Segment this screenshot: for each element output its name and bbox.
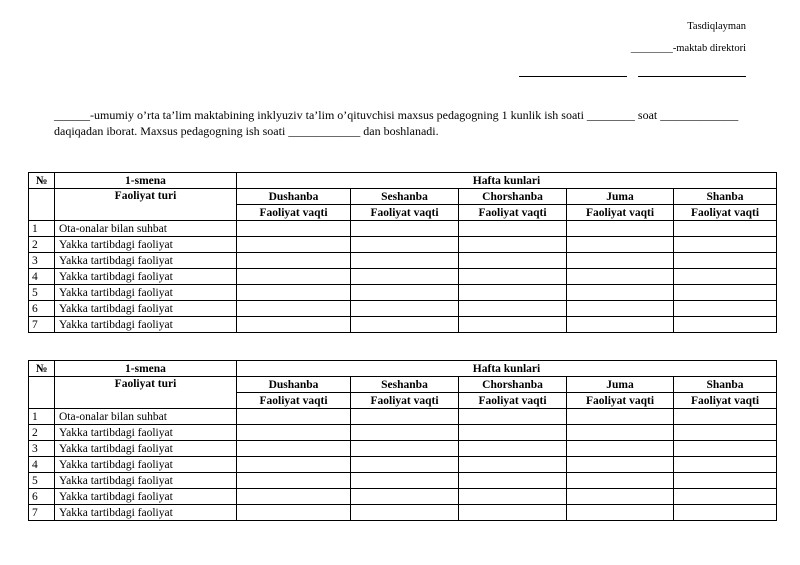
time-cell[interactable] <box>237 425 351 441</box>
time-cell[interactable] <box>351 505 459 521</box>
time-cell[interactable] <box>351 237 459 253</box>
schedule-table-1 <box>28 172 777 333</box>
table-row <box>29 285 777 301</box>
time-cell[interactable] <box>567 409 674 425</box>
time-cell[interactable] <box>351 457 459 473</box>
day-header: Seshanba <box>351 377 459 393</box>
day-header: Shanba <box>674 377 777 393</box>
table-row <box>29 441 777 457</box>
time-cell[interactable] <box>237 285 351 301</box>
time-header: Faoliyat vaqti <box>237 393 351 409</box>
time-cell[interactable] <box>674 237 777 253</box>
time-cell[interactable] <box>459 473 567 489</box>
time-cell[interactable] <box>459 253 567 269</box>
time-cell[interactable] <box>674 221 777 237</box>
time-cell[interactable] <box>567 221 674 237</box>
activity-cell: Yakka tartibdagi faoliyat <box>55 301 237 317</box>
table-row <box>29 409 777 425</box>
day-header: Dushanba <box>237 189 351 205</box>
time-cell[interactable] <box>567 269 674 285</box>
no-header-cont <box>29 189 55 221</box>
time-cell[interactable] <box>459 221 567 237</box>
activity-cell: Yakka tartibdagi faoliyat <box>55 285 237 301</box>
time-header: Faoliyat vaqti <box>351 205 459 221</box>
time-cell[interactable] <box>674 409 777 425</box>
day-header: Dushanba <box>237 377 351 393</box>
time-cell[interactable] <box>459 301 567 317</box>
director-line: ________-maktab direktori <box>630 43 746 54</box>
time-cell[interactable] <box>674 253 777 269</box>
row-number: 1 <box>29 221 55 237</box>
row-number: 7 <box>29 505 55 521</box>
row-number: 3 <box>29 253 55 269</box>
time-cell[interactable] <box>237 301 351 317</box>
week-header: Hafta kunlari <box>237 361 777 377</box>
time-cell[interactable] <box>567 317 674 333</box>
time-cell[interactable] <box>351 441 459 457</box>
table-row <box>29 489 777 505</box>
no-header: № <box>29 173 55 189</box>
activity-cell: Yakka tartibdagi faoliyat <box>55 269 237 285</box>
row-number: 5 <box>29 285 55 301</box>
time-cell[interactable] <box>459 317 567 333</box>
time-cell[interactable] <box>237 317 351 333</box>
time-cell[interactable] <box>567 505 674 521</box>
time-cell[interactable] <box>567 425 674 441</box>
row-number: 2 <box>29 425 55 441</box>
schedule-table-2 <box>28 360 777 521</box>
no-header-cont <box>29 377 55 409</box>
time-cell[interactable] <box>459 505 567 521</box>
activity-cell: Yakka tartibdagi faoliyat <box>55 441 237 457</box>
time-cell[interactable] <box>351 425 459 441</box>
time-cell[interactable] <box>459 409 567 425</box>
time-cell[interactable] <box>237 409 351 425</box>
time-cell[interactable] <box>567 253 674 269</box>
row-number: 2 <box>29 237 55 253</box>
time-cell[interactable] <box>674 489 777 505</box>
time-header: Faoliyat vaqti <box>459 205 567 221</box>
row-number: 5 <box>29 473 55 489</box>
time-cell[interactable] <box>674 269 777 285</box>
time-cell[interactable] <box>237 457 351 473</box>
time-cell[interactable] <box>237 253 351 269</box>
time-cell[interactable] <box>351 269 459 285</box>
time-header: Faoliyat vaqti <box>567 393 674 409</box>
time-cell[interactable] <box>567 489 674 505</box>
table-row <box>29 253 777 269</box>
time-cell[interactable] <box>351 285 459 301</box>
time-cell[interactable] <box>237 441 351 457</box>
activity-cell: Yakka tartibdagi faoliyat <box>55 473 237 489</box>
time-cell[interactable] <box>351 489 459 505</box>
table-row <box>29 457 777 473</box>
time-cell[interactable] <box>351 473 459 489</box>
row-number: 7 <box>29 317 55 333</box>
time-cell[interactable] <box>567 457 674 473</box>
table-row <box>29 425 777 441</box>
time-cell[interactable] <box>459 489 567 505</box>
time-cell[interactable] <box>674 317 777 333</box>
row-number: 6 <box>29 489 55 505</box>
row-number: 3 <box>29 441 55 457</box>
approval-block <box>511 20 746 82</box>
activity-cell: Yakka tartibdagi faoliyat <box>55 425 237 441</box>
intro-paragraph: ______-umumiy o’rta ta’lim maktabining inklyuziv ta’lim o’qituvchisi maxsus pedagogning 1 kunlik ish soati ________ soat _____________ daqiqadan iborat. Maxsus pedagogning ish soati ____________ dan boshlanadi. <box>54 108 739 138</box>
approval-title: Tasdiqlayman <box>687 21 746 32</box>
time-cell[interactable] <box>674 441 777 457</box>
table-row <box>29 505 777 521</box>
name-line <box>638 66 746 77</box>
activity-cell: Yakka tartibdagi faoliyat <box>55 237 237 253</box>
activity-cell: Yakka tartibdagi faoliyat <box>55 505 237 521</box>
time-cell[interactable] <box>237 221 351 237</box>
time-cell[interactable] <box>459 285 567 301</box>
time-cell[interactable] <box>237 269 351 285</box>
signature-lines <box>511 66 746 82</box>
time-cell[interactable] <box>674 301 777 317</box>
time-cell[interactable] <box>459 237 567 253</box>
time-cell[interactable] <box>567 473 674 489</box>
row-number: 4 <box>29 457 55 473</box>
time-cell[interactable] <box>674 425 777 441</box>
table-row <box>29 269 777 285</box>
day-header: Chorshanba <box>459 377 567 393</box>
time-cell[interactable] <box>237 237 351 253</box>
time-cell[interactable] <box>567 285 674 301</box>
time-header: Faoliyat vaqti <box>674 393 777 409</box>
activity-cell: Yakka tartibdagi faoliyat <box>55 317 237 333</box>
time-cell[interactable] <box>459 425 567 441</box>
time-cell[interactable] <box>567 301 674 317</box>
time-cell[interactable] <box>567 237 674 253</box>
time-header: Faoliyat vaqti <box>459 393 567 409</box>
activity-cell: Yakka tartibdagi faoliyat <box>55 253 237 269</box>
activity-cell: Yakka tartibdagi faoliyat <box>55 489 237 505</box>
row-number: 4 <box>29 269 55 285</box>
time-cell[interactable] <box>351 221 459 237</box>
time-cell[interactable] <box>674 285 777 301</box>
time-cell[interactable] <box>351 409 459 425</box>
day-header: Juma <box>567 189 674 205</box>
table-row <box>29 221 777 237</box>
time-header: Faoliyat vaqti <box>237 205 351 221</box>
no-header: № <box>29 361 55 377</box>
time-cell[interactable] <box>237 473 351 489</box>
shift-header: 1-smena <box>55 173 237 189</box>
time-cell[interactable] <box>351 317 459 333</box>
table-row <box>29 317 777 333</box>
day-header: Chorshanba <box>459 189 567 205</box>
time-cell[interactable] <box>459 457 567 473</box>
signature-line <box>519 66 627 77</box>
activity-cell: Yakka tartibdagi faoliyat <box>55 457 237 473</box>
day-header: Juma <box>567 377 674 393</box>
time-cell[interactable] <box>674 473 777 489</box>
day-header: Shanba <box>674 189 777 205</box>
table-row <box>29 473 777 489</box>
activity-cell: Ota-onalar bilan suhbat <box>55 221 237 237</box>
table-row <box>29 237 777 253</box>
time-cell[interactable] <box>674 505 777 521</box>
time-cell[interactable] <box>459 441 567 457</box>
time-cell[interactable] <box>459 269 567 285</box>
time-cell[interactable] <box>567 441 674 457</box>
time-header: Faoliyat vaqti <box>674 205 777 221</box>
table-row <box>29 301 777 317</box>
activity-header: Faoliyat turi <box>55 377 237 409</box>
row-number: 1 <box>29 409 55 425</box>
time-header: Faoliyat vaqti <box>567 205 674 221</box>
activity-cell: Ota-onalar bilan suhbat <box>55 409 237 425</box>
time-cell[interactable] <box>351 253 459 269</box>
time-cell[interactable] <box>237 489 351 505</box>
row-number: 6 <box>29 301 55 317</box>
week-header: Hafta kunlari <box>237 173 777 189</box>
activity-header: Faoliyat turi <box>55 189 237 221</box>
time-header: Faoliyat vaqti <box>351 393 459 409</box>
day-header: Seshanba <box>351 189 459 205</box>
shift-header: 1-smena <box>55 361 237 377</box>
time-cell[interactable] <box>237 505 351 521</box>
time-cell[interactable] <box>351 301 459 317</box>
time-cell[interactable] <box>674 457 777 473</box>
